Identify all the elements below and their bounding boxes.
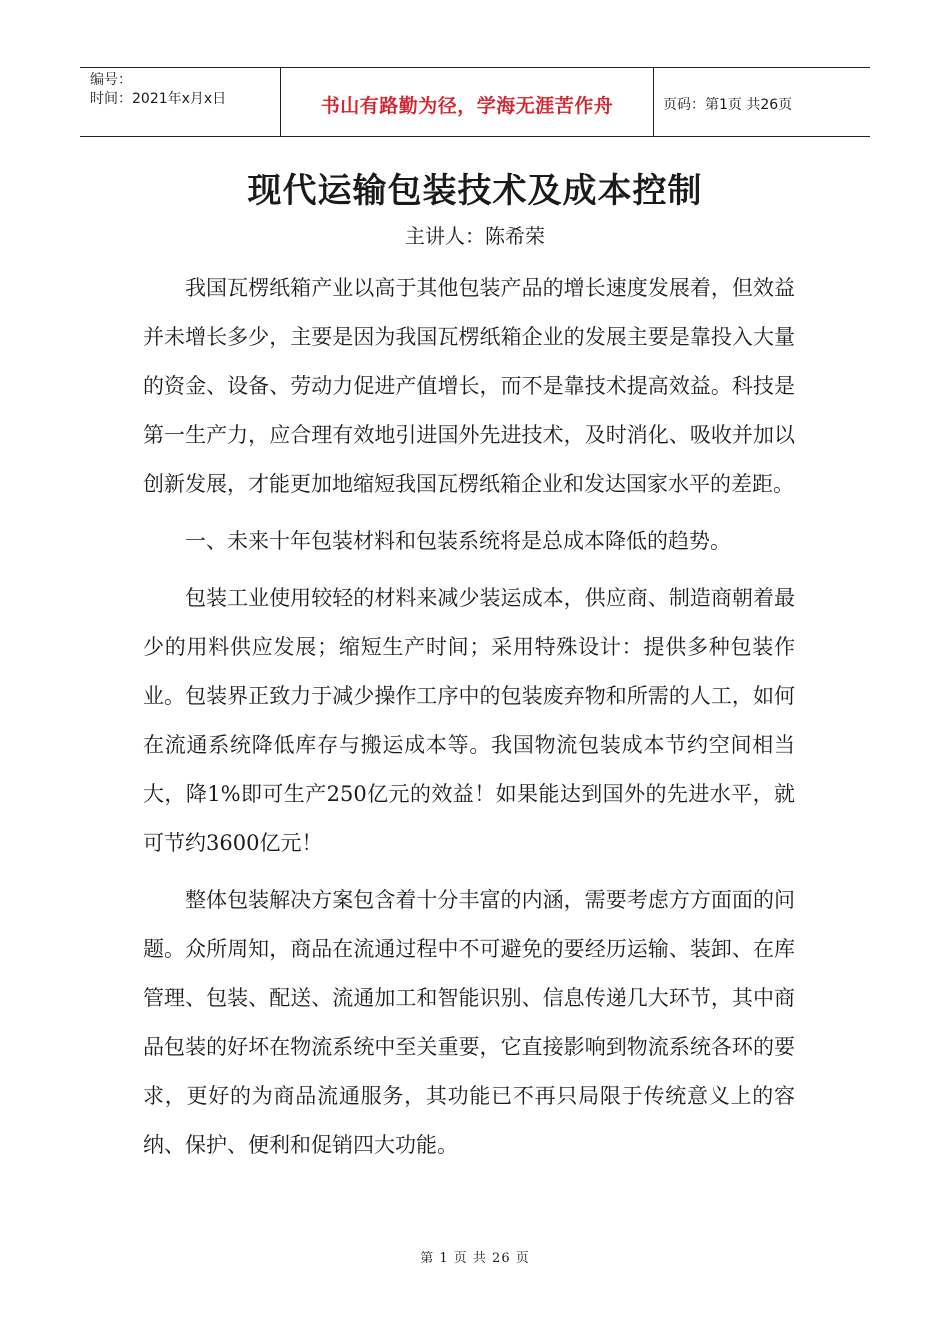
paragraph: 包装工业使用较轻的材料来减少装运成本，供应商、制造商朝着最少的用料供应发展；缩短生产时间；采用特殊设计：提供多种包装作业。包装界正致力于减少操作工序中的包装废弃物和所需的人工，如何在流通系统降低库存与搬运成本等。我国物流包装成本节约空间相当大，降1%即可生产250亿元的效益！如果能达到国外的先进水平，就可节约3600亿元！ <box>143 586 795 855</box>
paragraph: 我国瓦楞纸箱产业以高于其他包装产品的增长速度发展着，但效益并未增长多少，主要是因为我国瓦楞纸箱企业的发展主要是靠投入大量的资金、设备、劳动力促进产值增长，而不是靠技术提高效益。科技是第一生产力，应合理有效地引进国外先进技术，及时消化、吸收并加以创新发展，才能更加地缩短我国瓦楞纸箱企业和发达国家水平的差距。 <box>143 276 795 496</box>
header-meta-cell <box>80 68 281 136</box>
header-table <box>80 67 870 137</box>
document-number-label: 编号： <box>90 72 132 88</box>
document-date: 时间：2021年x月x日 <box>90 91 227 107</box>
header-page-info: 页码：第1页 共26页 <box>663 97 793 113</box>
document-body <box>143 264 795 1178</box>
page-footer: 第 1 页 共 26 页 <box>420 1251 530 1266</box>
header-motto: 书山有路勤为径，学海无涯苦作舟 <box>281 68 654 136</box>
section-heading: 一、未来十年包装材料和包装系统将是总成本降低的趋势。 <box>185 529 731 553</box>
document-title: 现代运输包装技术及成本控制 <box>247 171 703 211</box>
paragraph: 整体包装解决方案包含着十分丰富的内涵，需要考虑方方面面的问题。众所周知，商品在流通过程中不可避免的要经历运输、装卸、在库管理、包装、配送、流通加工和智能识别、信息传递几大环节，其中商品包装的好坏在物流系统中至关重要，它直接影响到物流系统各环的要求，更好的为商品流通服务，其功能已不再只局限于传统意义上的容纳、保护、便利和促销四大功能。 <box>143 888 795 1157</box>
speaker-line: 主讲人：陈希荣 <box>405 224 545 248</box>
